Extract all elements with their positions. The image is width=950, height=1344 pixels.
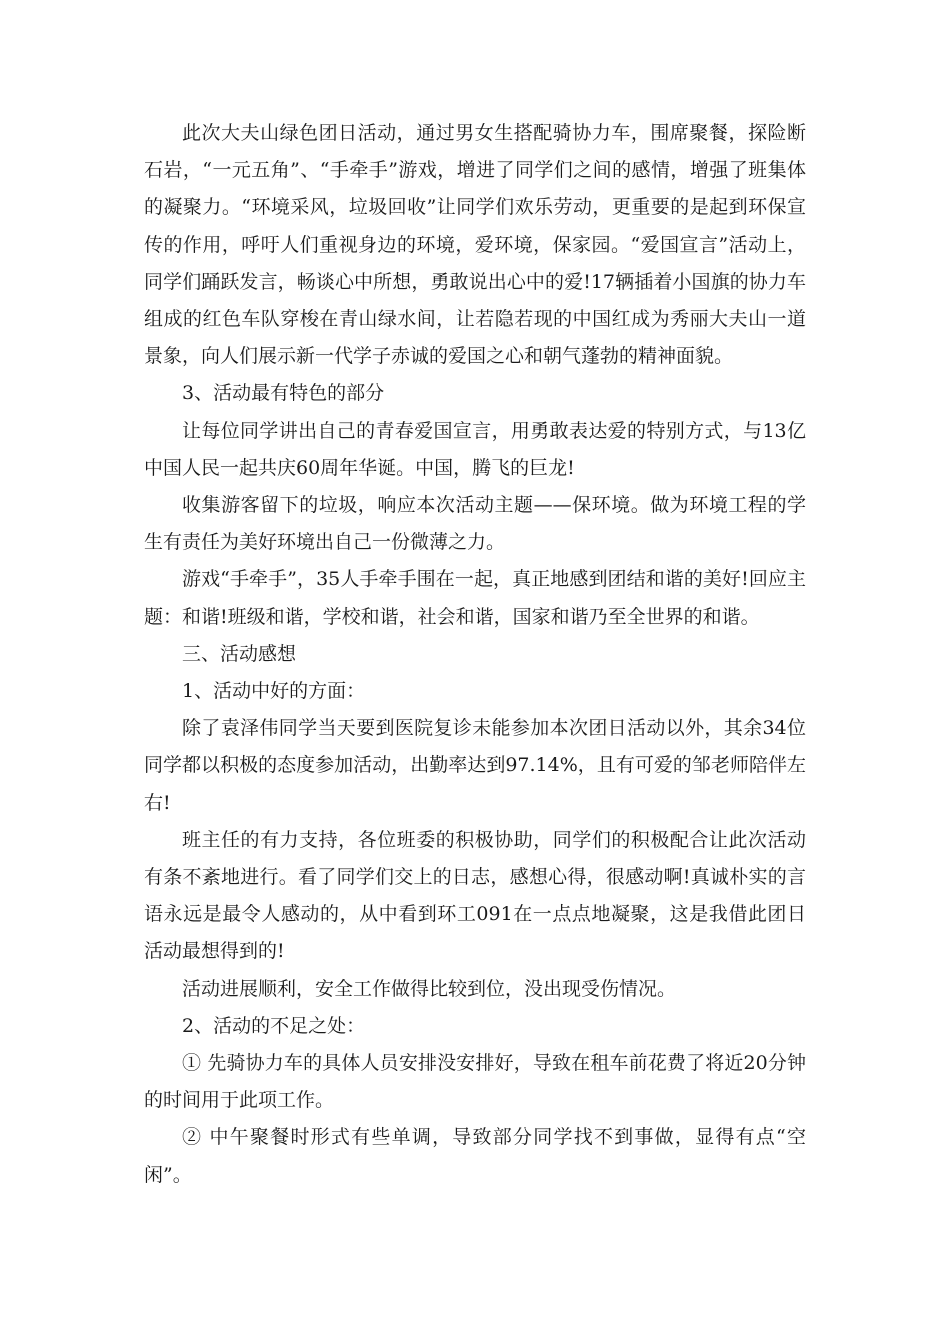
- heading-activity-reflections: 三、活动感想: [182, 642, 297, 665]
- document-page: [144, 115, 806, 1194]
- paragraph-attendance: 除了袁泽伟同学当天要到医院复诊未能参加本次团日活动以外，其余34位同学都以积极的态度参加活动，出勤率达到97.14%，且有可爱的邹老师陪伴左右!: [144, 717, 806, 814]
- heading-good-aspects: 1、活动中好的方面：: [182, 680, 366, 703]
- paragraph-garbage-collection: 收集游客留下的垃圾，响应本次活动主题——保环境。做为环境工程的学生有责任为美好环境出自己一份微薄之力。: [144, 494, 806, 554]
- paragraph-shortcoming-1: ① 先骑协力车的具体人员安排没安排好，导致在租车前花费了将近20分钟的时间用于此项工作。: [144, 1052, 806, 1112]
- paragraph-patriotic-declaration: 让每位同学讲出自己的青春爱国宣言，用勇敢表达爱的特别方式，与13亿中国人民一起共庆60周年华诞。中国，腾飞的巨龙!: [144, 419, 806, 479]
- paragraph-teamwork: 班主任的有力支持，各位班委的积极协助，同学们的积极配合让此次活动有条不紊地进行。看了同学们交上的日志，感想心得，很感动啊!真诚朴实的言语永远是最令人感动的，从中看到环工091在一点点地凝聚，这是我借此团日活动最想得到的!: [144, 828, 806, 963]
- paragraph-hand-in-hand-game: 游戏“手牵手”，35人手牵手围在一起，真正地感到团结和谐的美好!回应主题：和谐!班级和谐，学校和谐，社会和谐，国家和谐乃至全世界的和谐。: [144, 568, 806, 628]
- heading-shortcomings: 2、活动的不足之处：: [182, 1014, 366, 1037]
- paragraph-safety: 活动进展顺利，安全工作做得比较到位，没出现受伤情况。: [182, 977, 677, 1000]
- paragraph-activity-summary: 此次大夫山绿色团日活动，通过男女生搭配骑协力车，围席聚餐，探险断石岩，“一元五角”、“手牵手”游戏，增进了同学们之间的感情，增强了班集体的凝聚力。“环境采风，垃圾回收”让同学们欢乐劳动，更重要的是起到环保宣传的作用，呼吁人们重视身边的环境，爱环境，保家园。“爱国宣言”活动上，同学们踊跃发言，畅谈心中所想，勇敢说出心中的爱!17辆插着小国旗的协力车组成的红色车队穿梭在青山绿水间，让若隐若现的中国红成为秀丽大夫山一道景象，向人们展示新一代学子赤诚的爱国之心和朝气蓬勃的精神面貌。: [144, 122, 806, 368]
- paragraph-shortcoming-2: ② 中午聚餐时形式有些单调，导致部分同学找不到事做，显得有点“空闲”。: [144, 1126, 806, 1186]
- heading-most-distinctive-part: 3、活动最有特色的部分: [182, 382, 385, 405]
